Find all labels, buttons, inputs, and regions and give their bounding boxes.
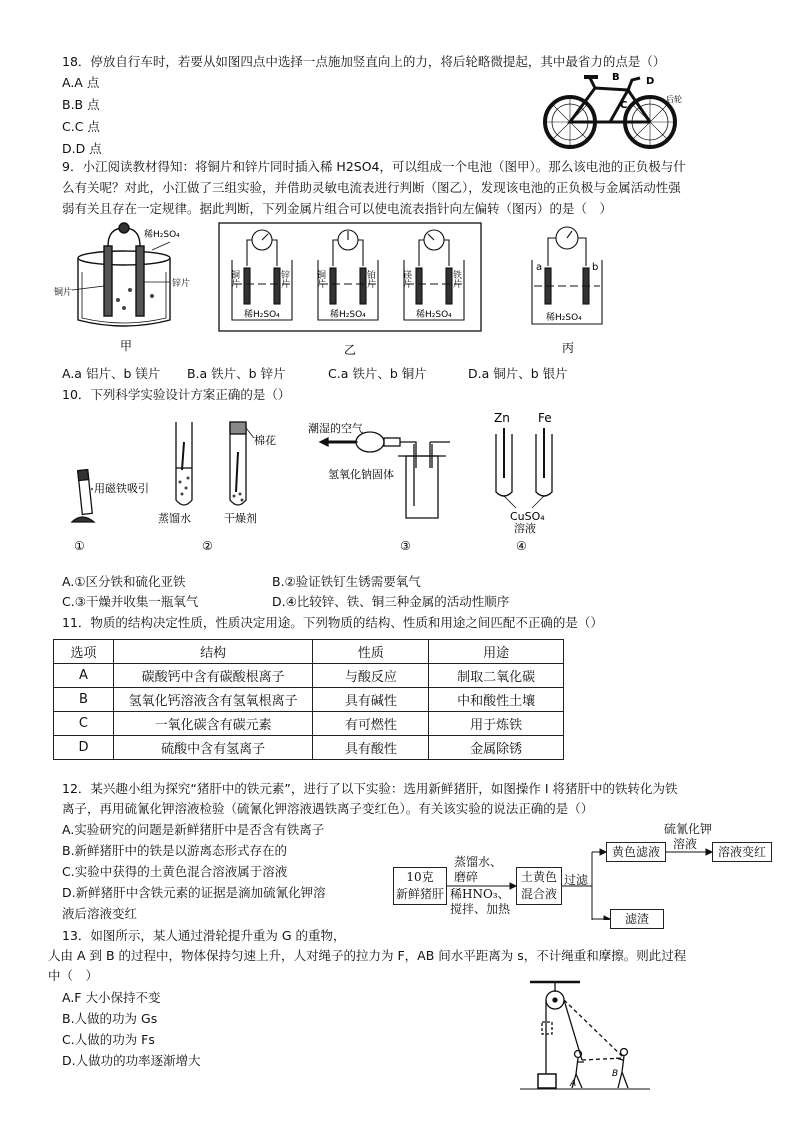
battery-figure-bing [524, 222, 614, 362]
table-cell: 有可燃性 [313, 712, 429, 736]
yi-b3-left: 镁片 [401, 270, 411, 288]
flow-arrows [446, 840, 716, 920]
table-row [54, 664, 564, 688]
yi-b3-right: 铁片 [451, 270, 461, 288]
q10-label-cotton: 棉花 [254, 434, 276, 447]
q10-label-desiccant: 干燥剂 [224, 512, 257, 525]
yi-b3-acid: 稀H₂SO₄ [416, 310, 452, 320]
bing-label-acid: 稀H₂SO₄ [546, 313, 582, 323]
q10-label-air: 潮湿的空气 [308, 422, 363, 435]
q10-stem: 10．下列科学实验设计方案正确的是（） [62, 387, 291, 402]
table-header: 性质 [313, 640, 429, 664]
q12-option-c[interactable]: C.实验中获得的土黄色混合溶液属于溶液 [62, 864, 288, 879]
q11-table [53, 639, 564, 760]
q18-option-a[interactable]: A.A 点 [62, 75, 100, 90]
table-row [54, 688, 564, 712]
q10-option-b[interactable]: B.②验证铁钉生锈需要氧气 [272, 574, 421, 589]
q10-label-n3: ③ [400, 539, 411, 553]
table-cell: 一氧化碳含有碳元素 [113, 712, 313, 736]
pulley-figure [520, 978, 650, 1093]
q10-label-n4: ④ [516, 539, 527, 553]
q10-label-n1: ① [74, 539, 85, 553]
flow-step1-line-2: 磨碎 [454, 870, 479, 884]
yi-b1-left: 铜片 [229, 270, 239, 288]
q10-option-a[interactable]: A.①区分铁和硫化亚铁 [62, 574, 186, 589]
table-cell: B [54, 688, 114, 712]
jia-label-cu: 铜片 [54, 288, 73, 298]
pulley-label-a: A [570, 1079, 577, 1089]
q9-option-d[interactable]: D.a 铜片、b 银片 [468, 366, 568, 381]
flow-step2-line-2: 搅拌、加热 [450, 902, 511, 916]
q10-label-cuso4: CuSO₄ [510, 510, 545, 523]
flow-liver-line-1: 10克 [406, 870, 434, 884]
q13-option-b[interactable]: B.人做的功为 Gs [62, 1011, 158, 1026]
q13-stem-line-1: 13．如图所示，某人通过滑轮提升重为 G 的重物， [62, 928, 346, 943]
table-cell: C [54, 712, 114, 736]
q10-option-d[interactable]: D.④比较锌、铁、铜三种金属的活动性顺序 [272, 594, 510, 609]
table-cell: 用于炼铁 [429, 712, 564, 736]
flow-liver-line-2: 新鲜猪肝 [395, 887, 444, 901]
q18-option-b[interactable]: B.B 点 [62, 97, 100, 112]
bicycle-label-wheel: 后轮 [666, 95, 682, 104]
battery-figure-jia [52, 220, 202, 358]
flow-filter-label: 过滤 [564, 873, 589, 887]
jia-caption: 甲 [120, 339, 133, 353]
q11-stem: 11．物质的结构决定性质，性质决定用途。下列物质的结构、性质和用途之间匹配不正确的是（） [62, 615, 603, 630]
q10-label-magnet: 用磁铁吸引 [94, 482, 149, 495]
q18-option-c[interactable]: C.C 点 [62, 119, 100, 134]
q10-label-zn: Zn [494, 411, 510, 425]
table-cell: D [54, 736, 114, 760]
q9-stem-line-3: 弱有关且存在一定规律。据此判断，下列金属片组合可以使电流表指针向左偏转（图丙）的是（ ） [62, 201, 613, 216]
table-cell: 金属除锈 [429, 736, 564, 760]
table-header-row [54, 640, 564, 664]
q18-option-d[interactable]: D.D 点 [62, 141, 102, 156]
yi-b2-left: 铜片 [315, 270, 325, 288]
bing-label-a: a [536, 262, 543, 273]
table-header: 结构 [113, 640, 313, 664]
table-cell: 碳酸钙中含有碳酸根离子 [113, 664, 313, 688]
q10-label-naoh: 氢氧化钠固体 [328, 468, 394, 481]
flow-filtrate-box: 黄色滤液 [606, 842, 666, 862]
table-cell: 氢氧化钙溶液含有氢氧根离子 [113, 688, 313, 712]
jia-label-acid: 稀H₂SO₄ [144, 230, 180, 240]
q10-figure [58, 408, 598, 558]
table-cell: 制取二氧化碳 [429, 664, 564, 688]
q13-stem-line-2: 人由 A 到 B 的过程中，物体保持匀速上升，人对绳子的拉力为 F，AB 间水平距离为 s，不计绳重和摩擦。则此过程 [48, 948, 687, 963]
q9-option-c[interactable]: C.a 铁片、b 铜片 [328, 366, 427, 381]
q12-option-d-cont: 液后溶液变红 [62, 906, 138, 921]
table-cell: A [54, 664, 114, 688]
q9-option-a[interactable]: A.a 铝片、b 镁片 [62, 366, 161, 381]
table-row [54, 736, 564, 760]
bicycle-figure [540, 70, 700, 150]
bing-label-b: b [592, 262, 599, 273]
flow-mix-line-2: 混合液 [520, 887, 557, 901]
flow-step2-line-1: 稀HNO₃、 [450, 887, 510, 901]
yi-b2-right: 铂片 [365, 270, 375, 288]
table-header: 用途 [429, 640, 564, 664]
q10-label-n2: ② [202, 539, 213, 553]
q12-stem-line-2: 离子，再用硫氰化钾溶液检验（硫氰化钾溶液遇铁离子变红色）。有关该实验的说法正确的是（） [62, 801, 594, 816]
flow-liver-box [393, 867, 447, 905]
yi-caption: 乙 [344, 343, 357, 357]
q9-stem-line-1: 9．小江阅读教材得知：将铜片和锌片同时插入稀 H2SO4，可以组成一个电池（图甲）。那么该电池的正负极与什 [62, 159, 686, 174]
q12-stem-line-1: 12．某兴趣小组为探究“猪肝中的铁元素”，进行了以下实验：选用新鲜猪肝，如图操作 I 将猪肝中的铁转化为铁 [62, 781, 678, 796]
bicycle-label-c: C [620, 100, 628, 111]
yi-b2-acid: 稀H₂SO₄ [330, 310, 366, 320]
battery-figure-yi [218, 222, 483, 362]
q9-option-b[interactable]: B.a 铁片、b 锌片 [187, 366, 286, 381]
flow-step1-line-1: 蒸馏水、 [454, 855, 503, 869]
q12-option-a[interactable]: A.实验研究的问题是新鲜猪肝中是否含有铁离子 [62, 822, 325, 837]
q13-stem-line-3: 中（ ） [48, 968, 99, 983]
table-cell: 具有碱性 [313, 688, 429, 712]
table-cell: 中和酸性土壤 [429, 688, 564, 712]
q13-option-c[interactable]: C.人做的功为 Fs [62, 1032, 155, 1047]
flow-result-box: 溶液变红 [712, 842, 772, 862]
q18-stem: 18．停放自行车时，若要从如图四点中选择一点施加竖直向上的力，将后轮略微提起，其中最省力的点是（） [62, 54, 666, 69]
table-cell: 具有酸性 [313, 736, 429, 760]
table-header: 选项 [54, 640, 114, 664]
table-row [54, 712, 564, 736]
bicycle-label-b: B [612, 72, 620, 83]
flow-reagent-line-2: 溶液 [673, 837, 698, 851]
flow-mix-line-1: 土黄色 [520, 870, 557, 884]
pulley-label-b: B [612, 1069, 619, 1079]
q13-option-a[interactable]: A.F 大小保持不变 [62, 990, 161, 1005]
yi-b1-right: 锌片 [279, 270, 289, 288]
q10-label-fe: Fe [538, 411, 552, 425]
table-cell: 硫酸中含有氢离子 [113, 736, 313, 760]
q13-option-d[interactable]: D.人做功的功率逐渐增大 [62, 1053, 201, 1068]
bicycle-label-d: D [646, 76, 655, 87]
table-cell: 与酸反应 [313, 664, 429, 688]
q10-label-water: 蒸馏水 [158, 512, 191, 525]
jia-label-zn: 锌片 [172, 279, 191, 289]
yi-b1-acid: 稀H₂SO₄ [244, 310, 280, 320]
flow-reagent-line-1: 硫氰化钾 [664, 822, 713, 836]
flow-residue-box: 滤渣 [610, 909, 664, 929]
bing-caption: 丙 [562, 341, 575, 355]
q10-label-solution: 溶液 [514, 522, 536, 535]
q9-stem-line-2: 么有关呢？对此，小江做了三组实验，并借助灵敏电流表进行判断（图乙），发现该电池的正负极与金属活动性强 [62, 180, 681, 195]
q12-option-d[interactable]: D.新鲜猪肝中含铁元素的证据是滴加硫氰化钾溶 [62, 885, 326, 900]
q10-option-c[interactable]: C.③干燥并收集一瓶氧气 [62, 594, 199, 609]
q12-option-b[interactable]: B.新鲜猪肝中的铁是以游离态形式存在的 [62, 843, 288, 858]
